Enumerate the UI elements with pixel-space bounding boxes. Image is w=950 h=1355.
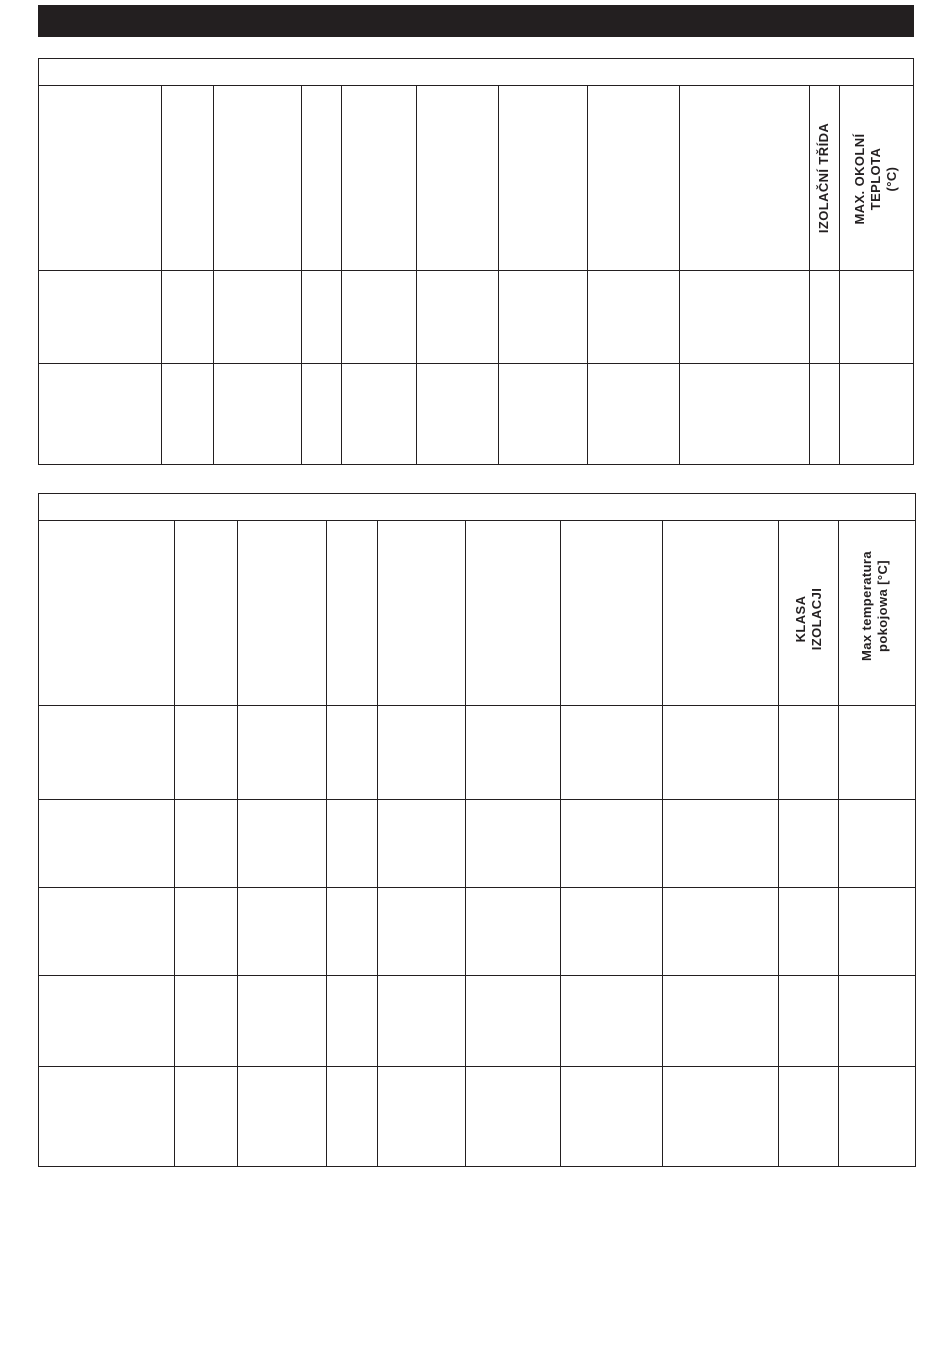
- column-divider: [465, 521, 466, 1166]
- column-divider: [161, 86, 162, 464]
- row-divider: [39, 799, 915, 800]
- column-divider: [326, 521, 327, 1166]
- row-divider: [39, 887, 915, 888]
- table-title-strip: [39, 59, 913, 86]
- row-divider: [39, 705, 915, 706]
- column-divider: [838, 521, 839, 1166]
- column-divider: [341, 86, 342, 464]
- column-divider: [839, 86, 840, 464]
- column-divider: [213, 86, 214, 464]
- column-divider: [560, 521, 561, 1166]
- column-divider: [174, 521, 175, 1166]
- row-divider: [39, 270, 913, 271]
- column-divider: [498, 86, 499, 464]
- row-divider: [39, 1066, 915, 1067]
- column-divider: [778, 521, 779, 1166]
- table-title-strip: [39, 494, 915, 521]
- column-divider: [679, 86, 680, 464]
- column-divider: [301, 86, 302, 464]
- column-divider: [587, 86, 588, 464]
- spec-table-cz: [38, 58, 914, 465]
- spec-table-pl: [38, 493, 916, 1167]
- header-insulation-class: IZOLAČNÍ TŘÍDA: [816, 122, 831, 234]
- header-insulation-class: KLASA IZOLACJI: [793, 587, 824, 651]
- column-divider: [237, 521, 238, 1166]
- column-divider: [416, 86, 417, 464]
- column-divider: [662, 521, 663, 1166]
- header-max-room-temp: Max temperatura pokojowa [°C]: [859, 550, 890, 662]
- row-divider: [39, 975, 915, 976]
- header-max-ambient-temp: MAX. OKOLNÍ TEPLOTA (°C): [852, 133, 899, 225]
- column-divider: [377, 521, 378, 1166]
- header-bar: [38, 5, 914, 37]
- row-divider: [39, 363, 913, 364]
